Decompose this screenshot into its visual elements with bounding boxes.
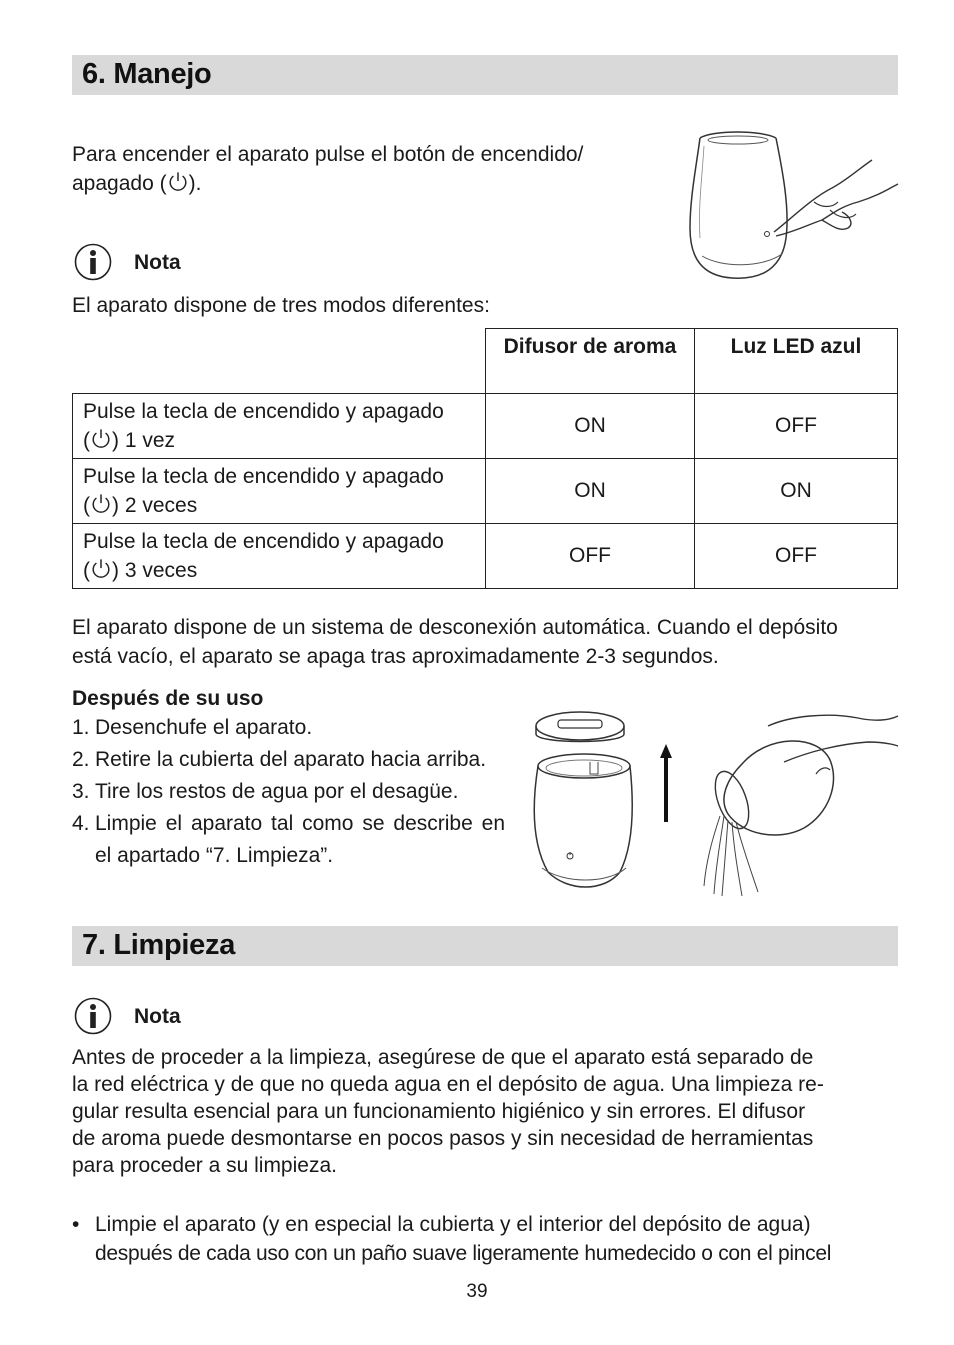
after-use-heading: Después de su uso <box>72 687 264 710</box>
table-header-led: Luz LED azul <box>695 329 898 394</box>
auto-off-line-1: El aparato dispone de un sistema de desconexión automática. Cuando el depósito <box>72 616 838 639</box>
after-use-steps <box>72 712 505 872</box>
note-label: Nota <box>134 251 181 274</box>
table-row <box>73 459 898 524</box>
table-corner-cell <box>73 329 486 394</box>
auto-off-paragraph <box>72 613 902 671</box>
table-row-label: Pulse la tecla de encendido y apagado ( ) 2 veces <box>73 459 486 524</box>
table-row-label: Pulse la tecla de encendido y apagado ( ) 1 vez <box>73 394 486 459</box>
intro-paragraph <box>72 140 672 198</box>
intro-line-2: apagado ( ). <box>72 172 202 195</box>
note-text: El aparato dispone de tres modos diferentes: <box>72 294 490 317</box>
table-cell-led: ON <box>695 459 898 524</box>
power-icon <box>90 558 112 580</box>
list-item: 4. Limpie el aparato tal como se describe en el apartado “7. Limpieza”. <box>72 812 505 867</box>
page-number: 39 <box>466 1281 488 1302</box>
table-cell-led: OFF <box>695 524 898 589</box>
list-item: 3. Tire los restos de agua por el desagüe. <box>72 780 459 803</box>
table-row <box>73 524 898 589</box>
table-cell-aroma: OFF <box>486 524 695 589</box>
device-press-illustration <box>682 128 900 284</box>
section-7-title: 7. Limpieza <box>82 929 236 961</box>
section-7-header <box>72 926 898 966</box>
bullet-symbol: • <box>72 1213 80 1236</box>
table-row <box>73 394 898 459</box>
table-cell-aroma: ON <box>486 394 695 459</box>
bullet-text: Limpie el aparato (y en especial la cubierta y el interior del depósito de agua) después de cada uso con un paño suave ligeramente humedecido o con el pincel <box>95 1213 832 1265</box>
section-6-header <box>72 55 898 95</box>
section-6-title: 6. Manejo <box>82 58 212 90</box>
list-item: 2. Retire la cubierta del aparato hacia arriba. <box>72 748 487 771</box>
cleaning-note-paragraph: Antes de proceder a la limpieza, asegúrese de que el aparato está separado de la red eléctrica y de que no queda agua en el depósito de agua. Una limpieza re- gular resulta esencial para un funcionamiento higiénico y sin errores. El difusor de aroma puede desmontarse en pocos pasos y sin necesidad de herramientas para proceder a su limpieza. <box>72 1046 824 1177</box>
table-row-label: Pulse la tecla de encendido y apagado ( ) 3 veces <box>73 524 486 589</box>
info-icon <box>74 997 112 1035</box>
cleaning-illustration <box>528 704 900 900</box>
info-icon <box>74 243 112 281</box>
modes-table <box>72 328 898 589</box>
power-icon <box>167 171 189 193</box>
power-icon <box>90 493 112 515</box>
note-label: Nota <box>134 1005 181 1028</box>
power-icon <box>90 428 112 450</box>
table-header-row <box>73 329 898 394</box>
table-cell-aroma: ON <box>486 459 695 524</box>
table-header-aroma: Difusor de aroma <box>486 329 695 394</box>
list-item: 1. Desenchufe el aparato. <box>72 716 313 739</box>
intro-line-1: Para encender el aparato pulse el botón de encendido/ <box>72 143 584 166</box>
auto-off-line-2: está vacío, el aparato se apaga tras aproximadamente 2-3 segundos. <box>72 645 719 668</box>
table-cell-led: OFF <box>695 394 898 459</box>
